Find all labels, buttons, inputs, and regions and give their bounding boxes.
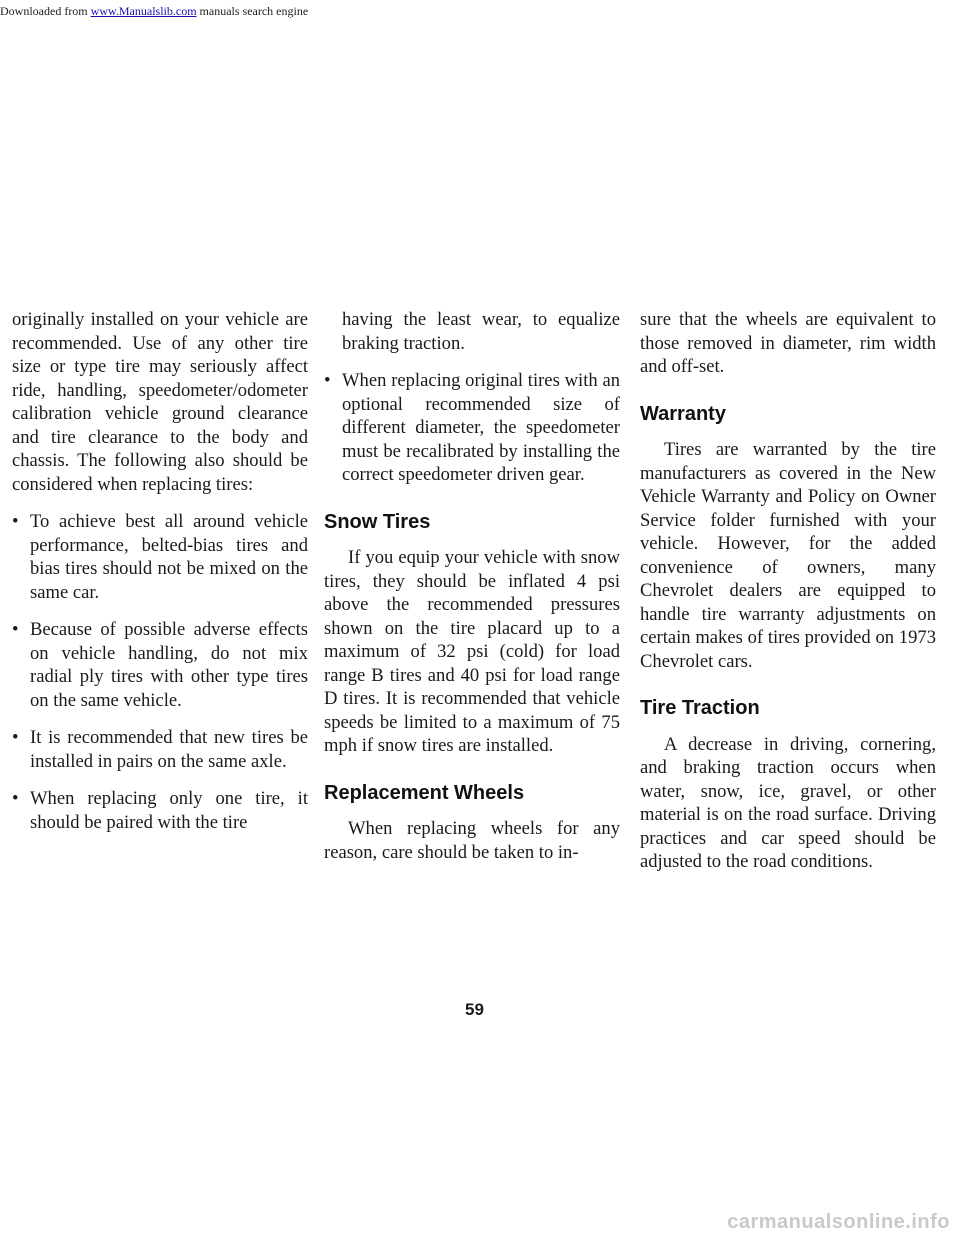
heading-snow-tires: Snow Tires: [324, 510, 431, 533]
heading-replacement-wheels: Replacement Wheels: [324, 781, 525, 804]
list-item: [12, 618, 308, 712]
column-left: [12, 308, 308, 848]
banner-prefix: Downloaded from: [0, 4, 91, 18]
bullet-text: When replacing only one tire, it should be paired with the tire: [30, 788, 308, 833]
list-item: [12, 726, 308, 773]
bullet-text: To achieve best all around vehicle performance, belted-bias tires and bias tires should not be mixed on the same car.: [30, 511, 308, 603]
warranty-paragraph: Tires are warranted by the tire manufacturers as covered in the New Vehicle Warranty and Policy on Owner Service folder furnished with your vehicle. However, for the added convenience of owners, many Chevrolet dealers are equipped to handle tire warranty adjustments on certain makes of tires provided on 1973 Chevrolet cars.: [640, 439, 936, 672]
watermark: carmanualsonline.info: [727, 1211, 950, 1233]
bullet-icon: •: [324, 370, 331, 391]
bullet-text: It is recommended that new tires be installed in pairs on the same axle.: [30, 727, 308, 772]
list-item: [324, 369, 620, 487]
manualslib-link[interactable]: www.Manualslib.com: [90, 4, 197, 18]
snow-tires-paragraph: If you equip your vehicle with snow tires, they should be inflated 4 psi above the recommended pressures shown on the tire placard up to a maximum of 32 psi (cold) for load range B tires and 40 psi for load range D tires. It is recommended that vehicle speeds be limited to a maximum of 75 mph if snow tires are installed.: [324, 547, 620, 756]
replacement-wheels-paragraph: When replacing wheels for any reason, care should be taken to in-: [324, 818, 620, 863]
continuation-text: having the least wear, to equalize braking traction.: [342, 309, 620, 354]
intro-paragraph: originally installed on your vehicle are recommended. Use of any other tire size or type tire may seriously affect ride, handling, speedometer/odometer calibration vehicle ground clearance and tire clearance to the body and chassis. The following also should be considered when replacing tires:: [12, 309, 308, 495]
heading-warranty: Warranty: [640, 402, 726, 425]
list-item: [12, 787, 308, 834]
bullet-icon: •: [12, 511, 19, 532]
heading-tire-traction: Tire Traction: [640, 697, 760, 719]
bullet-text: Because of possible adverse effects on vehicle handling, do not mix radial ply tires with other type tires on the same vehicle.: [30, 619, 308, 711]
tire-traction-paragraph: A decrease in driving, cornering, and braking traction occurs when water, snow, ice, gravel, or other material is on the road surface. Driving practices and car speed should be adjusted to the road conditions.: [640, 733, 936, 872]
bullet-text: When replacing original tires with an optional recommended size of different diameter, the speedometer must be recalibrated by installing the correct speedometer driven gear.: [342, 370, 620, 485]
page-number: 59: [465, 1000, 484, 1019]
column-middle: [324, 308, 620, 878]
bullet-icon: •: [12, 619, 19, 640]
column-right: [640, 308, 936, 888]
continuation-text: sure that the wheels are equivalent to those removed in diameter, rim width and off-set.: [640, 309, 936, 377]
bullet-icon: •: [12, 727, 19, 748]
download-banner: [0, 4, 308, 19]
bullet-icon: •: [12, 788, 19, 809]
banner-suffix: manuals search engine: [196, 4, 309, 18]
list-item: [12, 510, 308, 604]
